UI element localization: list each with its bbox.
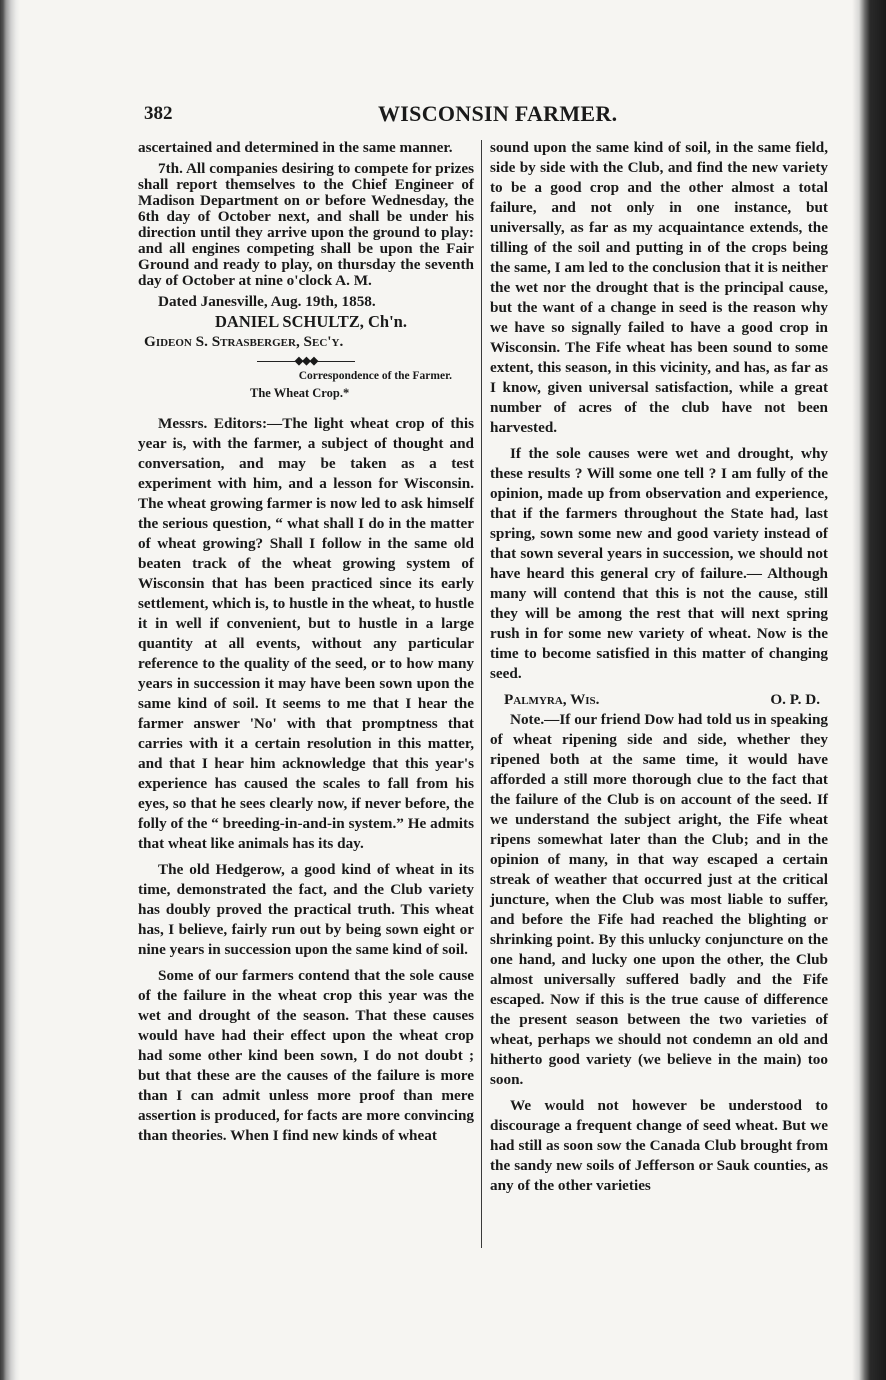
scan-edge-shadow [852,0,886,1380]
book-binding-shadow [0,0,20,1380]
place-name: Palmyra, Wis. [504,691,600,708]
rule-7th-paragraph: 7th. All companies desiring to compete for prizes shall report themselves to the Chief Engineer of Madison Department on or before Wednesday, the 6th day of October next, and shall be under his direction until they arrive upon the ground to play: and all engines competing shall be upon the Fair Ground and ready to play, on thursday the seventh day of October at nine o'clock A. M. [138,160,474,289]
editor-note: Note.—If our friend Dow had told us in speaking of wheat ripening side and side, whether they ripened both at the same time, it would have afforded a still more thorough clue to the fact that the failure of the Club is on account of the seed. If we understand the subject aright, the Fife wheat ripens somewhat later than the Club; and in the opinion of many, in that way escaped a certain streak of weather that occurred just at the critical juncture, when the Club was most liable to suffer, and before the Fife had reached the blighting or shrinking point. By this unlucky conjuncture on the one hand, and lucky one upon the other, the Club almost universally suffered badly and the Fife escaped. Now if this is the true cause of difference the present season between the two varieties of wheat, perhaps we should not condemn an old and hitherto good variety (we believe in the main) too soon. [490,711,828,1088]
right-column [490,138,828,1196]
article-title: The Wheat Crop.* [250,386,350,400]
column-divider [481,140,482,1248]
correspondence-label: Correspondence of the Farmer. [298,370,452,382]
author-initials: O. P. D. [770,691,820,708]
secretary-signature: Gideon S. Strasberger, Sec'y. [144,333,344,350]
running-title: WISCONSIN FARMER. [378,101,618,126]
ornament-glyphs: ◆◆◆ [294,355,318,367]
letter-paragraph-5: If the sole causes were wet and drought, why these results ? Will some one tell ? I am fully of the opinion, made up from observation and experience, that if the farmers throughout the State had, last spring, sown some new and good variety instead of that sown several years in succession, we should not have heard this general cry of failure.— Although many will contend that this is not the cause, still they will be among the rest that will next spring rush in for some new variety of wheat. Now is the time to become satisfied in this matter of changing seed. [490,445,828,682]
paragraph-continuation: ascertained and determined in the same manner. [138,139,453,156]
chairman-signature: DANIEL SCHULTZ, Ch'n. [215,312,407,331]
editor-note-continued: We would not however be understood to discourage a frequent change of seed wheat. But we had still as soon sow the Canada Club brought from the sandy new soils of Jefferson or Sauk counties, as any of the other varieties [490,1097,828,1194]
letter-paragraph-4: sound upon the same kind of soil, in the same field, side by side with the Club, and find the new variety to be a good crop and the other almost a total failure, and not only in one instance, but universally, as far as my acquaintance extends, the tilling of the soil and putting in of the crops being the same, I am led to the conclusion that it is neither the wet nor the drought that is the principal cause, but the want of a change in seed is the reason why we have so signally failed to have a good crop in Wisconsin. The Fife wheat has been sound to some extent, this season, in this vicinity, and has, as far as I know, given universal satisfaction, while a great number of acres of the club have not been harvested. [490,139,828,436]
dated-line: Dated Janesville, Aug. 19th, 1858. [158,293,376,310]
letter-paragraph-1: Messrs. Editors:—The light wheat crop of this year is, with the farmer, a subject of thought and conversation, and may be taken as a test experiment with him, and a lesson for Wisconsin. The wheat growing farmer is now led to ask himself the serious question, “ what shall I do in the matter of wheat growing? Shall I follow in the same old beaten track of the wheat growing system of Wisconsin that has been practiced since its early settlement, which is, to hustle in the wheat, to hustle it in well if convenient, but to hustle in a large quantity at all events, without any particular reference to the quality of the seed, or to how many years in succession it may have been sown upon the same kind of soil. It seems to me that I hear the farmer answer 'No' with that promptness that carries with it a certain resolution in this matter, and that I hear him acknowledge that this year's experience has caused the scales to fall from his eyes, so that he sees clearly now, if never before, the folly of the “ breeding-in-and-in system.” He admits that wheat like animals has its day. [138,415,474,852]
letter-paragraph-3: Some of our farmers contend that the sole cause of the failure in the wheat crop this year was the wet and drought of the season. That these causes would have had their effect upon the wheat crop had some other kind been sown, I do not doubt ; but that these are the causes of the failure is more than I can admit unless more proof than mere assertion is produced, for facts are more convincing than theories. When I find new kinds of wheat [138,967,474,1144]
letter-paragraph-2: The old Hedgerow, a good kind of wheat in its time, demonstrated the fact, and the Club variety has doubly proved the practical truth. This wheat has, I believe, fairly run out by being sown eight or nine years in succession upon the same kind of soil. [138,861,474,958]
page-header [138,100,828,134]
left-column [138,138,474,1146]
page-number: 382 [144,103,173,124]
letter-signature-line [490,690,828,710]
section-ornament [138,355,474,367]
